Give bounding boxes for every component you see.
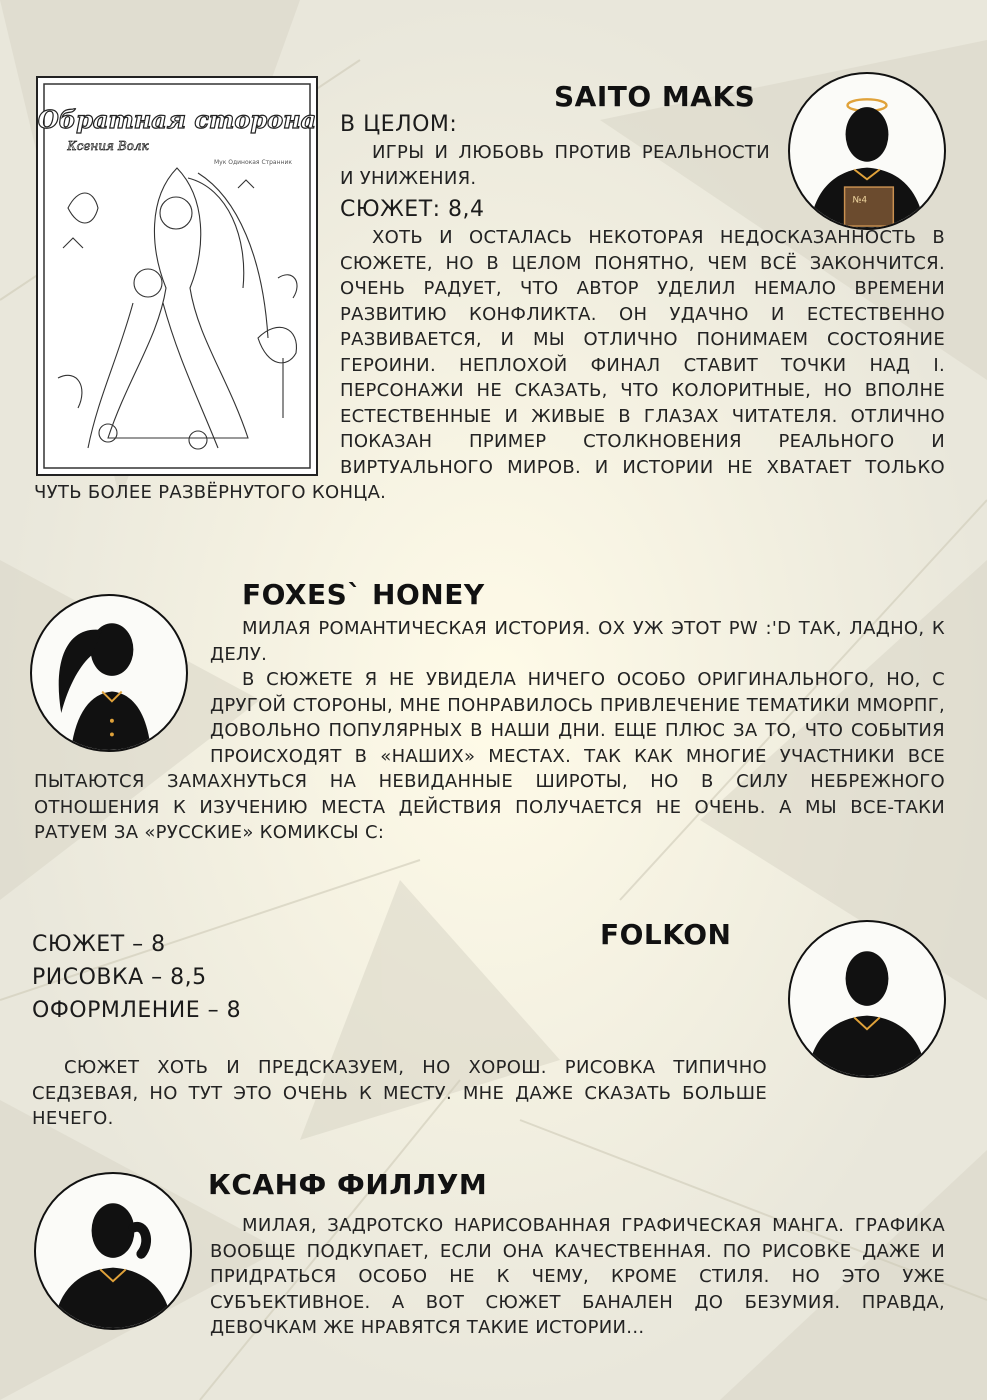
score-plot: СЮЖЕТ – 8	[32, 932, 166, 957]
saito-maks-review: ХОТЬ И ОСТАЛАСЬ НЕКОТОРАЯ НЕДОСКАЗАННОСТЬ В СЮЖЕТЕ, НО В ЦЕЛОМ ПОНЯТНО, ЧЕМ ВСЁ ЗАКОНЧИТСЯ. ОЧЕНЬ РАДУЕТ, ЧТО АВТОР УДЕЛИЛ НЕМАЛО ВРЕМЕНИ РАЗВИТИЮ КОНФЛИКТА. ОН УДАЧНО И ЕСТЕСТВЕННО РАЗВИВАЕТСЯ, И МЫ ОТЛИЧНО ПОНИМАЕМ СОСТОЯНИЕ ГЕРОИНИ. НЕПЛОХОЙ ФИНАЛ СТАВИТ ТОЧКИ НАД I. ПЕРСОНАЖИ НЕ СКАЗАТЬ, ЧТО КОЛОРИТНЫЕ, НО ВПОЛНЕ ЕСТЕСТВЕННЫЕ И ЖИВЫЕ В ГЛАЗАХ ЧИТАТЕЛЯ. ОТЛИЧНО ПОКАЗАН ПРИМЕР СТОЛКНОВЕНИЯ РЕАЛЬНОГО И ВИРТУАЛЬНОГО МИРОВ. И ИСТОРИИ НЕ ХВАТАЕТ ТОЛЬКО ЧУТЬ БОЛЕЕ РАЗВЁРНУТОГО КОНЦА.	[34, 227, 945, 503]
svg-text:№4: №4	[852, 195, 868, 206]
cover-small-caption: Мук Одинокая Странник	[214, 159, 292, 166]
ksanf-fillum-review: МИЛАЯ, ЗАДРОТСКО НАРИСОВАННАЯ ГРАФИЧЕСКАЯ МАНГА. ГРАФИКА ВООБЩЕ ПОДКУПАЕТ, ЕСЛИ ОНА КАЧЕСТВЕННАЯ. ПО РИСОВКЕ ДАЖЕ И ПРИДРАТЬСЯ ОСОБО НЕ К ЧЕМУ, КРОМЕ СТИЛЯ. НО ЭТО УЖЕ СУБЪЕКТИВНОЕ. А ВОТ СЮЖЕТ БАНАЛЕН ДО БЕЗУМИЯ. ПРАВДА, ДЕВОЧКАМ ЖЕ НРАВЯТСЯ ТАКИЕ ИСТОРИИ...	[210, 1215, 945, 1338]
foxes-honey-review-body	[34, 667, 945, 846]
silhouette-phone-icon	[36, 1174, 190, 1328]
score-design: ОФОРМЛЕНИЕ – 8	[32, 998, 242, 1023]
folkon-scores	[32, 928, 241, 1027]
reviewer-name-saito-maks: SAITO MAKS	[554, 80, 756, 113]
cover-author: Ксения Волк	[67, 139, 149, 153]
score-drawing: РИСОВКА – 8,5	[32, 965, 207, 990]
avatar-ksanf-fillum	[34, 1172, 192, 1330]
saito-maks-review-body	[34, 225, 945, 506]
reviewer-name-folkon: FOLKON	[600, 918, 732, 951]
cover-title: Обратная сторона	[38, 105, 316, 134]
reviewer-name-ksanf-fillum: КСАНФ ФИЛЛУМ	[208, 1168, 488, 1201]
avatar-folkon	[788, 920, 946, 1078]
folkon-review: СЮЖЕТ ХОТЬ И ПРЕДСКАЗУЕМ, НО ХОРОШ. РИСОВКА ТИПИЧНО СЕДЗЕВАЯ, НО ТУТ ЭТО ОЧЕНЬ К МЕСТУ. МНЕ ДАЖЕ СКАЗАТЬ БОЛЬШЕ НЕЧЕГО.	[32, 1057, 767, 1129]
foxes-honey-paragraph-2: В СЮЖЕТЕ Я НЕ УВИДЕЛА НИЧЕГО ОСОБО ОРИГИНАЛЬНОГО, НО, С ДРУГОЙ СТОРОНЫ, МНЕ ПОНРАВИЛОСЬ ПРИВЛЕЧЕНИЕ ТЕМАТИКИ ММОРПГ, ДОВОЛЬНО ПОПУЛЯРНЫХ В НАШИ ДНИ. ЕЩЕ ПЛЮС ЗА ТО, ЧТО СОБЫТИЯ ПРОИСХОДЯТ В «НАШИХ» МЕСТАХ. ТАК КАК МНОГИЕ УЧАСТНИКИ ВСЕ ПЫТАЮТСЯ ЗАМАХНУТЬСЯ НА НЕВИДАННЫЕ ШИРОТЫ, НО В СИЛУ НЕБРЕЖНОГО ОТНОШЕНИЯ К ИЗУЧЕНИЮ МЕСТА ДЕЙСТВИЯ ПОЛУЧАЕТСЯ НЕ ОЧЕНЬ. А МЫ ВСЕ-ТАКИ РАТУЕМ ЗА «РУССКИЕ» КОМИКСЫ С:	[34, 669, 945, 843]
reviewer-name-foxes-honey: FOXES` HONEY	[242, 578, 485, 611]
plot-score-label: СЮЖЕТ: 8,4	[340, 197, 485, 222]
foxes-honey-intro	[210, 616, 945, 667]
silhouette-suit-icon	[790, 922, 944, 1076]
overall-text: ИГРЫ И ЛЮБОВЬ ПРОТИВ РЕАЛЬНОСТИ И УНИЖЕНИЯ.	[340, 142, 770, 189]
avatar-saito-maks	[788, 72, 946, 230]
overall-label: В ЦЕЛОМ:	[340, 112, 458, 137]
silhouette-halo-icon	[790, 74, 944, 228]
foxes-honey-paragraph-1: МИЛАЯ РОМАНТИЧЕСКАЯ ИСТОРИЯ. ОХ УЖ ЭТОТ PW :'D ТАК, ЛАДНО, К ДЕЛУ.	[210, 618, 945, 665]
